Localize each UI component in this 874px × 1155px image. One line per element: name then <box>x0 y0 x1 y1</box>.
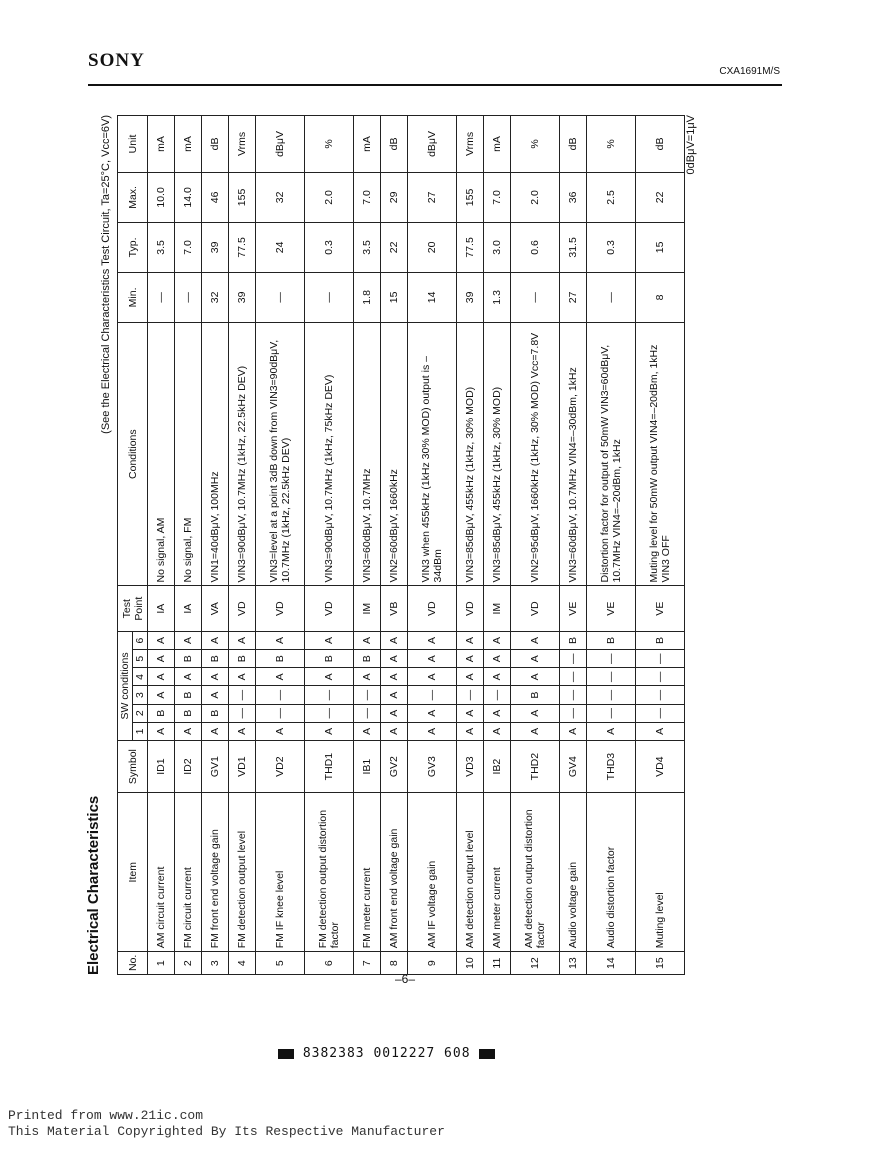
cell-sw-2: — <box>587 704 636 722</box>
cell-no: 10 <box>457 952 484 975</box>
cell-item: FM circuit current <box>175 793 202 952</box>
cell-conditions: No signal, AM <box>148 322 175 586</box>
cell-no: 3 <box>202 952 229 975</box>
footer-line-2: This Material Copyrighted By Its Respective Manufacturer <box>8 1124 445 1139</box>
cell-sw-3: A <box>202 686 229 704</box>
cell-test-point: VE <box>560 586 587 631</box>
cell-unit: % <box>511 116 560 173</box>
cell-max: 7.0 <box>484 172 511 222</box>
header-sw-1: 1 <box>133 722 148 740</box>
cell-no: 6 <box>305 952 354 975</box>
table-row <box>636 116 685 975</box>
cell-unit: dB <box>636 116 685 173</box>
cell-sw-4: A <box>305 668 354 686</box>
cell-symbol: GV4 <box>560 740 587 792</box>
cell-symbol: GV3 <box>408 740 457 792</box>
cell-conditions: VIN3 when 455kHz (1kHz 30% MOD) output is –34dBm <box>408 322 457 586</box>
table-row <box>560 116 587 975</box>
cell-typ: 3.5 <box>148 222 175 272</box>
table-row <box>148 116 175 975</box>
brand-logo: SONY <box>88 50 145 71</box>
table-row <box>202 116 229 975</box>
cell-sw-3: — <box>305 686 354 704</box>
cell-min: 27 <box>560 272 587 322</box>
cell-item: AM IF voltage gain <box>408 793 457 952</box>
cell-conditions: VIN1=40dBμV, 100MHz <box>202 322 229 586</box>
cell-typ: 22 <box>381 222 408 272</box>
cell-test-point: VD <box>305 586 354 631</box>
cell-sw-2: A <box>484 704 511 722</box>
cell-conditions: VIN3=85dBμV, 455kHz (1kHz, 30% MOD) <box>484 322 511 586</box>
cell-conditions: VIN3=90dBμV, 10.7MHz (1kHz, 75kHz DEV) <box>305 322 354 586</box>
cell-unit: dB <box>560 116 587 173</box>
cell-no: 13 <box>560 952 587 975</box>
cell-no: 11 <box>484 952 511 975</box>
cell-unit: mA <box>484 116 511 173</box>
cell-sw-4: A <box>457 668 484 686</box>
cell-sw-5: — <box>587 650 636 668</box>
cell-sw-2: — <box>229 704 256 722</box>
cell-sw-2: B <box>202 704 229 722</box>
cell-max: 2.0 <box>511 172 560 222</box>
cell-sw-6: B <box>587 631 636 649</box>
cell-min: 39 <box>457 272 484 322</box>
cell-item: AM circuit current <box>148 793 175 952</box>
footer <box>8 1108 445 1140</box>
cell-typ: 0.3 <box>305 222 354 272</box>
cell-sw-5: B <box>354 650 381 668</box>
cell-no: 7 <box>354 952 381 975</box>
cell-sw-2: B <box>175 704 202 722</box>
cell-symbol: THD1 <box>305 740 354 792</box>
cell-test-point: VD <box>511 586 560 631</box>
cell-test-point: VD <box>408 586 457 631</box>
cell-test-point: VE <box>636 586 685 631</box>
characteristics-table <box>117 115 685 975</box>
cell-min: 15 <box>381 272 408 322</box>
cell-test-point: VA <box>202 586 229 631</box>
cell-sw-5: B <box>305 650 354 668</box>
cell-symbol: ID1 <box>148 740 175 792</box>
cell-no: 1 <box>148 952 175 975</box>
cell-typ: 3.5 <box>354 222 381 272</box>
cell-typ: 31.5 <box>560 222 587 272</box>
cell-unit: mA <box>148 116 175 173</box>
cell-sw-2: — <box>305 704 354 722</box>
cell-sw-1: A <box>484 722 511 740</box>
cell-sw-6: A <box>305 631 354 649</box>
cell-unit: % <box>587 116 636 173</box>
cell-sw-1: A <box>354 722 381 740</box>
cell-unit: dB <box>381 116 408 173</box>
cell-sw-1: A <box>511 722 560 740</box>
cell-sw-5: B <box>175 650 202 668</box>
cell-sw-6: A <box>484 631 511 649</box>
cell-unit: mA <box>354 116 381 173</box>
table-row <box>305 116 354 975</box>
cell-conditions: VIN3=90dBμV, 10.7MHz (1kHz, 22.5kHz DEV) <box>229 322 256 586</box>
cell-min: 1.3 <box>484 272 511 322</box>
section-subtitle: (See the Electrical Characteristics Test Circuit, Ta=25°C, Vcc=6V) <box>100 115 112 434</box>
cell-conditions: VIN2=95dBμV, 1660kHz (1kHz, 30% MOD) Vcc=7.8V <box>511 322 560 586</box>
cell-no: 9 <box>408 952 457 975</box>
cell-symbol: VD1 <box>229 740 256 792</box>
cell-sw-3: — <box>484 686 511 704</box>
cell-sw-5: A <box>408 650 457 668</box>
cell-sw-2: A <box>408 704 457 722</box>
cell-max: 155 <box>229 172 256 222</box>
header-test-point: Test Point <box>118 586 148 631</box>
cell-sw-3: — <box>560 686 587 704</box>
cell-symbol: THD2 <box>511 740 560 792</box>
table-row <box>511 116 560 975</box>
cell-sw-4: — <box>636 668 685 686</box>
header-min: Min. <box>118 272 148 322</box>
table-row <box>457 116 484 975</box>
cell-sw-2: — <box>560 704 587 722</box>
cell-sw-2: A <box>457 704 484 722</box>
cell-max: 7.0 <box>354 172 381 222</box>
cell-sw-2: B <box>148 704 175 722</box>
table-row <box>175 116 202 975</box>
cell-item: AM front end voltage gain <box>381 793 408 952</box>
cell-unit: dBμV <box>408 116 457 173</box>
cell-item: FM front end voltage gain <box>202 793 229 952</box>
cell-sw-5: A <box>511 650 560 668</box>
cell-sw-1: A <box>587 722 636 740</box>
cell-typ: 24 <box>256 222 305 272</box>
cell-symbol: VD3 <box>457 740 484 792</box>
cell-sw-6: A <box>381 631 408 649</box>
cell-item: Audio distortion factor <box>587 793 636 952</box>
cell-sw-2: — <box>354 704 381 722</box>
cell-min: 39 <box>229 272 256 322</box>
cell-conditions: VIN3=85dBμV, 455kHz (1kHz, 30% MOD) <box>457 322 484 586</box>
cell-symbol: GV2 <box>381 740 408 792</box>
cell-sw-6: A <box>175 631 202 649</box>
cell-max: 2.0 <box>305 172 354 222</box>
header-sw-4: 4 <box>133 668 148 686</box>
header-item: Item <box>118 793 148 952</box>
cell-sw-1: A <box>148 722 175 740</box>
cell-sw-5: A <box>484 650 511 668</box>
cell-sw-4: A <box>511 668 560 686</box>
cell-sw-4: A <box>381 668 408 686</box>
cell-sw-1: A <box>305 722 354 740</box>
cell-item: AM detection output level <box>457 793 484 952</box>
cell-typ: 77.5 <box>229 222 256 272</box>
section-title: Electrical Characteristics <box>85 795 102 975</box>
cell-sw-3: — <box>587 686 636 704</box>
cell-symbol: VD2 <box>256 740 305 792</box>
cell-typ: 77.5 <box>457 222 484 272</box>
cell-sw-1: A <box>408 722 457 740</box>
cell-unit: dBμV <box>256 116 305 173</box>
cell-sw-1: A <box>175 722 202 740</box>
header-typ: Typ. <box>118 222 148 272</box>
cell-test-point: VD <box>457 586 484 631</box>
cell-typ: 0.3 <box>587 222 636 272</box>
cell-max: 32 <box>256 172 305 222</box>
table-row <box>354 116 381 975</box>
table-row <box>256 116 305 975</box>
header-sw-5: 5 <box>133 650 148 668</box>
unit-note: 0dBμV=1μV <box>685 115 697 175</box>
cell-sw-5: A <box>381 650 408 668</box>
cell-unit: Vrms <box>229 116 256 173</box>
cell-sw-1: A <box>560 722 587 740</box>
cell-sw-1: A <box>457 722 484 740</box>
cell-max: 46 <box>202 172 229 222</box>
cell-sw-4: A <box>202 668 229 686</box>
cell-symbol: IB1 <box>354 740 381 792</box>
cell-max: 14.0 <box>175 172 202 222</box>
cell-sw-4: — <box>587 668 636 686</box>
rotated-section <box>85 115 725 975</box>
cell-test-point: IM <box>484 586 511 631</box>
barcode-block-right <box>479 1049 495 1059</box>
cell-sw-4: A <box>175 668 202 686</box>
cell-conditions: Distortion factor for output of 50mW VIN3=60dBμV, 10.7MHz VIN4=–20dBm, 1kHz <box>587 322 636 586</box>
cell-min: 1.8 <box>354 272 381 322</box>
cell-max: 27 <box>408 172 457 222</box>
header-sw-2: 2 <box>133 704 148 722</box>
cell-item: AM meter current <box>484 793 511 952</box>
cell-max: 155 <box>457 172 484 222</box>
cell-typ: 20 <box>408 222 457 272</box>
cell-sw-2: A <box>511 704 560 722</box>
cell-item: FM detection output distortion factor <box>305 793 354 952</box>
cell-symbol: GV1 <box>202 740 229 792</box>
cell-sw-4: A <box>256 668 305 686</box>
cell-sw-6: A <box>408 631 457 649</box>
cell-unit: mA <box>175 116 202 173</box>
cell-sw-5: B <box>229 650 256 668</box>
cell-conditions: VIN3=level at a point 3dB down from VIN3=90dBμV, 10.7MHz (1kHz, 22.5kHz DEV) <box>256 322 305 586</box>
cell-conditions: No signal, FM <box>175 322 202 586</box>
cell-sw-6: A <box>256 631 305 649</box>
barcode-block-left <box>278 1049 294 1059</box>
cell-sw-1: A <box>381 722 408 740</box>
cell-unit: Vrms <box>457 116 484 173</box>
cell-sw-1: A <box>636 722 685 740</box>
cell-sw-3: — <box>408 686 457 704</box>
cell-sw-2: — <box>256 704 305 722</box>
footer-line-1: Printed from www.21ic.com <box>8 1108 204 1123</box>
cell-item: FM detection output level <box>229 793 256 952</box>
cell-sw-5: B <box>256 650 305 668</box>
cell-sw-6: B <box>636 631 685 649</box>
cell-item: FM meter current <box>354 793 381 952</box>
cell-item: AM detection output distortion factor <box>511 793 560 952</box>
cell-conditions: VIN3=60dBμV, 10.7MHz VIN4=–30dBm, 1kHz <box>560 322 587 586</box>
header-sw-6: 6 <box>133 631 148 649</box>
barcode <box>278 1046 495 1061</box>
cell-conditions: VIN3=60dBμV, 10.7MHz <box>354 322 381 586</box>
cell-no: 14 <box>587 952 636 975</box>
cell-min: — <box>305 272 354 322</box>
cell-sw-3: — <box>229 686 256 704</box>
cell-unit: % <box>305 116 354 173</box>
cell-min: — <box>587 272 636 322</box>
header-max: Max. <box>118 172 148 222</box>
cell-sw-3: — <box>354 686 381 704</box>
cell-sw-6: A <box>148 631 175 649</box>
cell-unit: dB <box>202 116 229 173</box>
table-row <box>484 116 511 975</box>
cell-symbol: ID2 <box>175 740 202 792</box>
cell-typ: 7.0 <box>175 222 202 272</box>
cell-sw-4: A <box>354 668 381 686</box>
cell-test-point: VB <box>381 586 408 631</box>
header-conditions: Conditions <box>118 322 148 586</box>
cell-min: 8 <box>636 272 685 322</box>
table-row <box>229 116 256 975</box>
cell-sw-6: A <box>354 631 381 649</box>
cell-no: 12 <box>511 952 560 975</box>
cell-sw-5: B <box>202 650 229 668</box>
header-no: No. <box>118 952 148 975</box>
cell-sw-1: A <box>202 722 229 740</box>
cell-no: 2 <box>175 952 202 975</box>
header-sw-3: 3 <box>133 686 148 704</box>
cell-sw-2: A <box>381 704 408 722</box>
cell-symbol: THD3 <box>587 740 636 792</box>
page-number: –6– <box>395 972 416 986</box>
cell-test-point: VD <box>229 586 256 631</box>
table-row <box>381 116 408 975</box>
cell-sw-6: A <box>457 631 484 649</box>
cell-test-point: IA <box>148 586 175 631</box>
cell-typ: 0.6 <box>511 222 560 272</box>
cell-min: — <box>148 272 175 322</box>
cell-max: 10.0 <box>148 172 175 222</box>
cell-sw-3: A <box>148 686 175 704</box>
cell-symbol: IB2 <box>484 740 511 792</box>
header-rule <box>88 84 782 86</box>
part-number: CXA1691M/S <box>719 66 780 77</box>
cell-sw-5: — <box>636 650 685 668</box>
cell-sw-4: A <box>229 668 256 686</box>
cell-min: 14 <box>408 272 457 322</box>
header-sw-conditions: SW conditions <box>118 631 133 740</box>
cell-max: 22 <box>636 172 685 222</box>
cell-sw-4: A <box>148 668 175 686</box>
cell-sw-4: A <box>484 668 511 686</box>
cell-sw-4: — <box>560 668 587 686</box>
cell-sw-3: — <box>457 686 484 704</box>
cell-item: Audio voltage gain <box>560 793 587 952</box>
cell-symbol: VD4 <box>636 740 685 792</box>
table-row <box>587 116 636 975</box>
cell-sw-3: B <box>511 686 560 704</box>
cell-no: 4 <box>229 952 256 975</box>
cell-sw-3: B <box>175 686 202 704</box>
cell-sw-5: A <box>148 650 175 668</box>
cell-no: 8 <box>381 952 408 975</box>
barcode-text: 8382383 0012227 608 <box>302 1046 471 1061</box>
cell-test-point: VE <box>587 586 636 631</box>
cell-conditions: VIN2=60dBμV, 1660kHz <box>381 322 408 586</box>
cell-sw-6: B <box>560 631 587 649</box>
cell-typ: 39 <box>202 222 229 272</box>
cell-sw-1: A <box>229 722 256 740</box>
cell-typ: 15 <box>636 222 685 272</box>
cell-min: — <box>256 272 305 322</box>
cell-min: — <box>511 272 560 322</box>
cell-typ: 3.0 <box>484 222 511 272</box>
cell-sw-4: A <box>408 668 457 686</box>
cell-sw-3: — <box>256 686 305 704</box>
table-row <box>408 116 457 975</box>
cell-sw-3: A <box>381 686 408 704</box>
cell-sw-6: A <box>202 631 229 649</box>
cell-test-point: VD <box>256 586 305 631</box>
cell-test-point: IA <box>175 586 202 631</box>
header-unit: Unit <box>118 116 148 173</box>
cell-sw-3: — <box>636 686 685 704</box>
cell-sw-1: A <box>256 722 305 740</box>
cell-max: 36 <box>560 172 587 222</box>
header-symbol: Symbol <box>118 740 148 792</box>
cell-test-point: IM <box>354 586 381 631</box>
cell-no: 15 <box>636 952 685 975</box>
cell-sw-5: — <box>560 650 587 668</box>
cell-no: 5 <box>256 952 305 975</box>
cell-item: Muting level <box>636 793 685 952</box>
cell-min: 32 <box>202 272 229 322</box>
cell-min: — <box>175 272 202 322</box>
cell-conditions: Muting level for 50mW output VIN4=–20dBm, 1kHz VIN3 OFF <box>636 322 685 586</box>
cell-max: 2.5 <box>587 172 636 222</box>
cell-sw-6: A <box>229 631 256 649</box>
cell-item: FM IF knee level <box>256 793 305 952</box>
cell-sw-2: — <box>636 704 685 722</box>
cell-max: 29 <box>381 172 408 222</box>
cell-sw-6: A <box>511 631 560 649</box>
cell-sw-5: A <box>457 650 484 668</box>
